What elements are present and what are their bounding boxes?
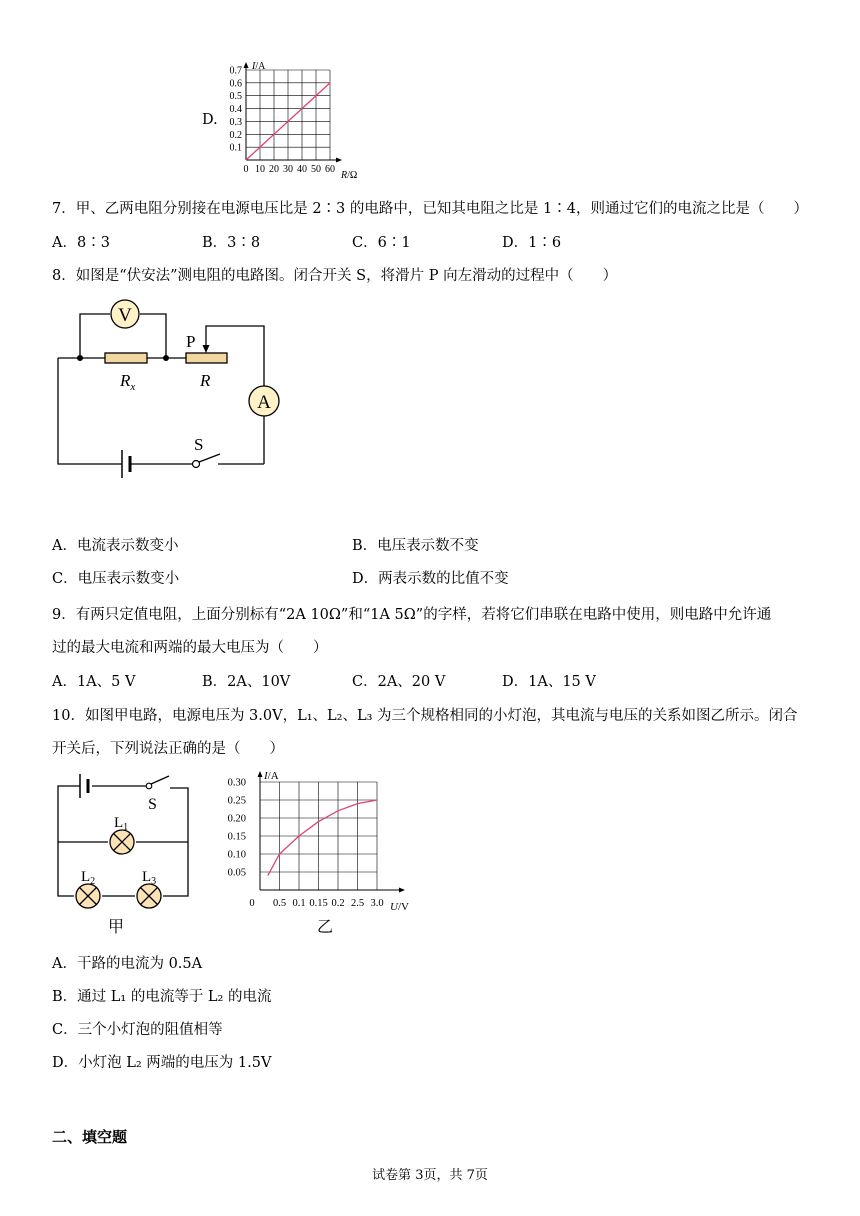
- x-tick-label: 50: [311, 164, 321, 175]
- q7-option-c[interactable]: C．6∶1: [352, 235, 411, 251]
- x-tick-label: 3.0: [370, 898, 384, 909]
- x-tick-label: 0.15: [309, 898, 328, 909]
- q10-option-d[interactable]: D．小灯泡 L₂ 两端的电压为 1.5V: [52, 1055, 272, 1071]
- q6-option-d-label[interactable]: D.: [202, 112, 218, 128]
- q9-stem-line2: 过的最大电流和两端的最大电压为（ ）: [52, 640, 328, 656]
- y-tick-label: 0.05: [227, 867, 246, 879]
- slider-arrow-icon: [203, 345, 210, 353]
- rx-label: $R_x$: [120, 371, 136, 393]
- svg-text:V: V: [118, 305, 132, 326]
- q10-circuit-jia: [50, 772, 200, 938]
- switch-icon: [193, 435, 221, 468]
- q7-option-b[interactable]: B．3∶8: [202, 235, 261, 251]
- y-tick-label: 0.4: [229, 104, 242, 116]
- q6-x-label: R/Ω: [341, 170, 358, 181]
- svg-text:S: S: [148, 796, 157, 813]
- q10-chart-yi: [222, 764, 417, 940]
- x-tick-label: 0: [243, 164, 249, 175]
- y-tick-label: 0.2: [229, 129, 242, 141]
- q7-stem: 7．甲、乙两电阻分别接在电源电压比是 2∶3 的电路中，已知其电阻之比是 1∶4，则通过它们的电流之比是（ ）: [52, 201, 808, 217]
- q6-y-arrow: [244, 62, 249, 68]
- y-tick-label: 0.6: [229, 78, 242, 90]
- y-tick-label: 0.20: [227, 813, 246, 825]
- battery-icon: [80, 774, 88, 798]
- resistor-rx-icon: [105, 353, 147, 363]
- y-tick-label: 0.5: [229, 91, 242, 103]
- x-tick-label: 20: [269, 164, 279, 175]
- y-tick-label: 0.10: [227, 849, 246, 861]
- svg-text:L3: $L_3$: [142, 869, 157, 887]
- q6-chart-grid: [246, 70, 330, 160]
- x-tick-label: 60: [325, 164, 335, 175]
- q7-option-a[interactable]: A．8∶3: [52, 235, 110, 251]
- q10-x-label: U/V: [390, 901, 409, 913]
- q10-option-a[interactable]: A．干路的电流为 0.5A: [52, 956, 203, 972]
- x-tick-label: 0.1: [292, 898, 306, 909]
- q9-option-a[interactable]: A．1A、5 V: [52, 674, 136, 690]
- q10-chart-grid: [260, 782, 377, 890]
- y-tick-label: 0.7: [229, 65, 242, 77]
- q8-option-c[interactable]: C．电压表示数变小: [52, 571, 180, 587]
- svg-text:S: S: [194, 435, 204, 454]
- q10-option-b[interactable]: B．通过 L₁ 的电流等于 L₂ 的电流: [52, 989, 272, 1005]
- x-tick-label: 0.2: [331, 898, 345, 909]
- svg-text:L1: $L_1$: [114, 815, 129, 833]
- switch-icon: [146, 776, 169, 813]
- yi-label: 乙: [317, 919, 334, 936]
- ammeter-icon: [249, 386, 279, 416]
- y-tick-label: 0.15: [227, 831, 246, 843]
- q8-option-a[interactable]: A．电流表示数变小: [52, 538, 179, 554]
- q10-data-curve: [268, 800, 377, 876]
- q9-option-b[interactable]: B．2A、10V: [202, 674, 291, 690]
- lamp-l3-icon: [137, 869, 161, 908]
- lamp-l1-icon: [110, 815, 134, 854]
- q10-stem-line2: 开关后，下列说法正确的是（ ）: [52, 741, 284, 757]
- voltmeter-icon: [111, 300, 139, 328]
- y-tick-label: 0.30: [227, 777, 246, 789]
- svg-text:L2: $L_2$: [81, 869, 96, 887]
- jia-label: 甲: [108, 919, 125, 936]
- section-title: 二、填空题: [52, 1128, 128, 1146]
- q8-stem: 8．如图是“伏安法”测电阻的电路图。闭合开关 S，将滑片 P 向左滑动的过程中（ ）: [52, 268, 618, 284]
- q10-stem-line1: 10．如图甲电路，电源电压为 3.0V，L₁、L₂、L₃ 为三个规格相同的小灯泡，其电流与电压的关系如图乙所示。闭合: [52, 708, 798, 724]
- x-tick-label: 10: [255, 164, 265, 175]
- q10-x-arrow: [399, 888, 405, 893]
- q10-y-label: I/A: [264, 770, 279, 782]
- lamp-l2-icon: [76, 869, 100, 908]
- p-label: P: [186, 332, 196, 351]
- y-tick-label: 0.3: [229, 116, 242, 128]
- q9-option-c[interactable]: C．2A、20 V: [352, 674, 446, 690]
- q10-y-arrow: [258, 771, 263, 777]
- svg-text:A: A: [257, 392, 271, 413]
- y-tick-label: 0.25: [227, 795, 246, 807]
- battery-icon: [122, 450, 130, 478]
- page-footer: 试卷第 3页，共 7页: [372, 1168, 488, 1183]
- x-tick-label: 2.5: [350, 898, 365, 909]
- q8-option-d[interactable]: D．两表示数的比值不变: [352, 571, 509, 587]
- q6-x-arrow: [336, 158, 342, 163]
- x-tick-label: 0: [249, 898, 255, 909]
- x-tick-label: 40: [297, 164, 307, 175]
- r-label: R: [200, 371, 211, 390]
- q6-chart: [222, 56, 367, 184]
- q8-circuit-diagram: [50, 292, 290, 482]
- x-tick-label: 0.5: [272, 898, 287, 909]
- q8-option-b[interactable]: B．电压表示数不变: [352, 538, 479, 554]
- junction-dot-left: [77, 355, 83, 361]
- y-tick-label: 0.1: [229, 142, 242, 154]
- q10-option-c[interactable]: C．三个小灯泡的阻值相等: [52, 1022, 223, 1038]
- q7-option-d[interactable]: D．1∶6: [502, 235, 562, 251]
- q9-option-d[interactable]: D．1A、15 V: [502, 674, 596, 690]
- q9-stem-line1: 9．有两只定值电阻，上面分别标有“2A 10Ω”和“1A 5Ω”的字样，若将它们串联在电路中使用，则电路中允许通: [52, 607, 772, 623]
- x-tick-label: 30: [283, 164, 293, 175]
- q6-y-label: I/A: [252, 61, 266, 72]
- rheostat-r-icon: [186, 353, 227, 363]
- junction-dot-right: [163, 355, 169, 361]
